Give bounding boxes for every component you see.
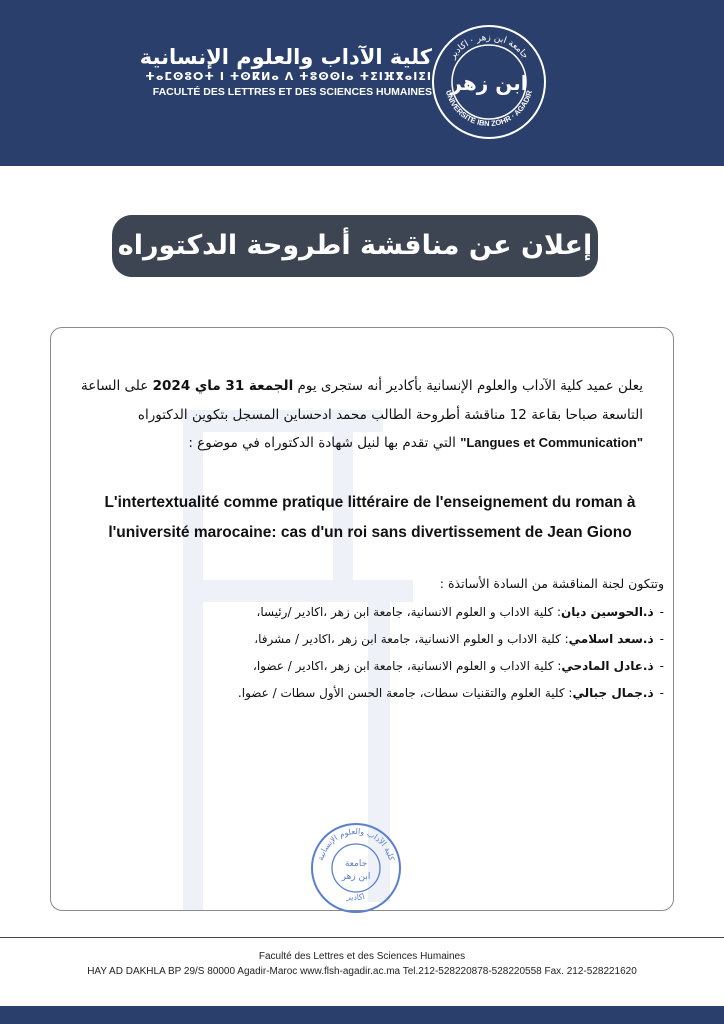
announcement-line-1a: يعلن عميد كلية الآداب والعلوم الإنسانية بأكادير أنه ستجرى يوم bbox=[293, 378, 643, 394]
member-name: ذ.عادل المادحي bbox=[561, 659, 654, 673]
announcement-line-1 bbox=[80, 372, 643, 401]
stamp-bottom-text: اكادير bbox=[346, 891, 366, 903]
logo-center-calligraphy: ابن زهر bbox=[450, 71, 528, 95]
announcement-line-3 bbox=[85, 429, 643, 458]
list-item: -ذ.عادل المادحي: كلية الاداب و العلوم الانسانية، جامعة ابن زهر ،اكادير / عضوا، bbox=[252, 659, 664, 673]
logo-ring-arabic: جامعة ابن زهر · اكادير bbox=[447, 32, 531, 61]
faculty-name-tifinagh: ⵜⴰⵎⵙⵓⵔⵜ ⵏ ⵜⵙⴽⵍⴰ ⴷ ⵜⵓⵙⵙⵏⴰ ⵜⵉⵏⴼⴳⴰⵏⵉⵏ bbox=[145, 70, 432, 83]
committee-intro: وتتكون لجنة المناقشة من السادة الأساتذة : bbox=[439, 576, 664, 591]
bottom-bar bbox=[0, 1006, 724, 1024]
footer-contact: HAY AD DAKHLA BP 29/S 80000 Agadir-Maroc www.flsh-agadir.ac.ma Tel.212-528220878-528220558 Fax. 212-528221620 bbox=[87, 966, 637, 977]
thesis-subject-line-2: l'université marocaine: cas d'un roi sans divertissement de Jean Giono bbox=[108, 524, 632, 541]
doctoral-program: "Langues et Communication" bbox=[460, 435, 643, 450]
faculty-name-arabic: كلية الآداب والعلوم الإنسانية bbox=[139, 45, 432, 69]
announcement-line-1c: على الساعة bbox=[80, 378, 153, 394]
member-details: : كلية الاداب و العلوم الانسانية، جامعة ابن زهر ،اكادير / مشرفا، bbox=[254, 632, 569, 646]
svg-text:اكادير bbox=[345, 892, 365, 902]
list-item: -ذ.الحوسين ديان: كلية الاداب و العلوم الانسانية، جامعة ابن زهر ،اكادير /رئيسا، bbox=[256, 605, 664, 619]
committee-list bbox=[180, 599, 664, 707]
announcement-text bbox=[80, 372, 643, 458]
jury-committee bbox=[180, 576, 664, 707]
thesis-subject-line-1: L'intertextualité comme pratique littéraire de l'enseignement du roman à bbox=[104, 494, 636, 511]
announcement-line-3-rest: التي تقدم بها لنيل شهادة الدكتوراه في موضوع : bbox=[188, 435, 461, 451]
stamp-center-line-1: جامعة bbox=[344, 859, 368, 869]
header-banner bbox=[0, 0, 724, 166]
faculty-name-block bbox=[140, 46, 432, 98]
list-item: -ذ.سعد اسلامي: كلية الاداب و العلوم الانسانية، جامعة ابن زهر ،اكادير / مشرفا، bbox=[254, 632, 664, 646]
member-details: : كلية الاداب و العلوم الانسانية، جامعة ابن زهر ،اكادير /رئيسا، bbox=[256, 605, 562, 619]
official-stamp bbox=[310, 822, 402, 914]
defense-date: الجمعة 31 ماي 2024 bbox=[152, 378, 294, 394]
faculty-name-french: FACULTÉ DES LETTRES ET DES SCIENCES HUMAINES bbox=[152, 86, 432, 98]
footer bbox=[0, 949, 724, 979]
list-item: -ذ.جمال جبالي: كلية العلوم والتقنيات سطات، جامعة الحسن الأول سطات / عضوا. bbox=[237, 686, 664, 700]
stamp-center-line-2: ابن زهر bbox=[341, 872, 371, 882]
thesis-subject bbox=[70, 488, 670, 548]
member-name: ذ.سعد اسلامي bbox=[568, 632, 654, 646]
stamp-ring-text: كلية الآداب والعلوم الإنسانية bbox=[315, 826, 397, 862]
page-title: إعلان عن مناقشة أطروحة الدكتوراه bbox=[112, 215, 598, 277]
member-details: : كلية الاداب و العلوم الانسانية، جامعة ابن زهر ،اكادير / عضوا، bbox=[252, 659, 562, 673]
announcement-line-2: التاسعة صباحا بقاعة 12 مناقشة أطروحة الطالب محمد ادحساين المسجل بتكوين الدكتوراه bbox=[137, 406, 643, 423]
logo-ring-french: UNIVERSITÉ IBN ZOHR · AGADIR bbox=[443, 89, 535, 129]
footer-divider bbox=[0, 937, 724, 938]
footer-faculty-name: Faculté des Lettres et des Sciences Humaines bbox=[258, 951, 466, 962]
member-details: : كلية العلوم والتقنيات سطات، جامعة الحسن الأول سطات / عضوا. bbox=[237, 686, 573, 700]
member-name: ذ.الحوسين ديان bbox=[561, 605, 654, 619]
university-logo bbox=[431, 24, 547, 140]
member-name: ذ.جمال جبالي bbox=[572, 686, 654, 700]
